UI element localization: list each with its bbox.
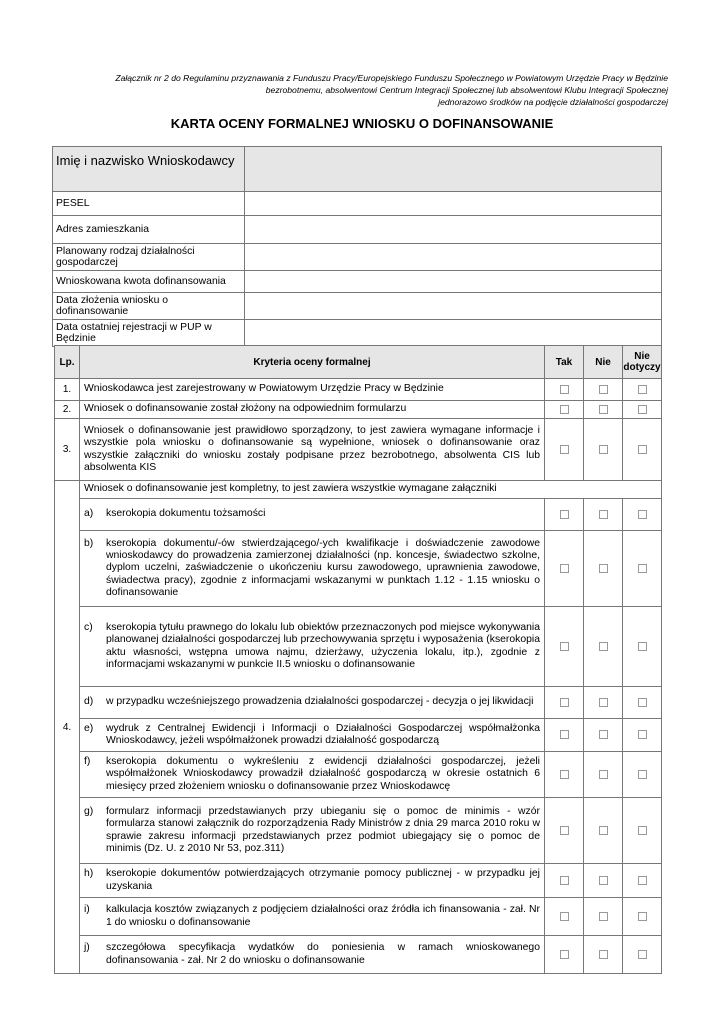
no-checkbox[interactable] [599,912,608,921]
item-text: kserokopia dokumentu/-ów stwierdzającego/-ych kwalifikacje i doświadczenie zawodowe wnioskodawcy do prowadzenia zamierzonej działalności (np. koncesje, świadectwo szkolne, dyplom uczelni, zaświadczenie o ukończeniu kursu zawodowego, uprawnienia zawodowe, świadectwa pracy), zgodnie z informacjami wskazanymi w punktach 1.12 - 1.15 wniosku o dofinansowanie [106,537,540,598]
item-letter: c) [84,622,93,634]
header-na: Nie dotyczy [623,346,662,379]
no-checkbox[interactable] [599,826,608,835]
no-checkbox[interactable] [599,876,608,885]
business-type-label: Planowany rodzaj działalności gospodarczej [53,244,245,271]
header-criteria: Kryteria oceny formalnej [80,346,545,379]
attachment-row [55,864,662,898]
table-row [55,401,662,419]
item-letter: f) [84,756,91,768]
row-number: 4. [55,481,80,974]
item-text: kserokopie dokumentów potwierdzających otrzymanie pomocy publicznej - w przypadku jej uzyskania [106,868,540,892]
applicant-name-label: Imię i nazwisko Wnioskodawcy [53,147,245,192]
table-row [55,419,662,481]
item-letter: g) [84,806,94,818]
yes-checkbox[interactable] [560,826,569,835]
registration-date-field[interactable] [245,320,662,347]
header-line-2: bezrobotnemu, absolwentowi Centrum Integracji Społecznej lub absolwentowi Klubu Integracji Społecznej [265,85,668,95]
item-text: kserokopia dokumentu o wykreśleniu z ewidencji działalności gospodarczej, jeżeli współmałżonek Wnioskodawcy prowadził działalność gospodarczą w okresie ostatnich 6 miesięcy przed złożeniem wniosku o dofinansowanie przez Wnioskodawcę [106,756,540,792]
criterion-text: Wniosek o dofinansowanie został złożony na odpowiednim formularzu [84,403,407,415]
attachment-row [55,607,662,687]
item-text: wydruk z Centralnej Ewidencji i Informacji o Działalności Gospodarczej współmałżonka Wnioskodawcy, jeżeli współmałżonek prowadzi działalność gospodarczą [106,722,540,746]
pesel-field[interactable] [245,192,662,216]
item-text: kalkulacja kosztów związanych z podjęciem działalności oraz źródła ich finansowania - zał. Nr 1 do wniosku o dofinansowanie [106,904,540,928]
applicant-name-field[interactable] [245,147,662,192]
na-checkbox[interactable] [638,445,647,454]
yes-checkbox[interactable] [560,950,569,959]
na-checkbox[interactable] [638,564,647,573]
attachment-row [55,719,662,752]
amount-label: Wnioskowana kwota dofinansowania [53,271,245,293]
attachment-row [55,687,662,719]
yes-checkbox[interactable] [560,912,569,921]
criterion-text: Wniosek o dofinansowanie jest prawidłowo sporządzony, to jest zawiera wymagane informacje i wszystkie pola wniosku o dofinansowanie są wypełnione, wniosek o dofinansowanie oraz wszystkie załączniki do wniosku zostały podpisane przez bezrobotnego, absolwenta CIS lub absolwenta KIS [84,425,540,473]
no-checkbox[interactable] [599,770,608,779]
no-checkbox[interactable] [599,564,608,573]
item-letter: i) [84,904,90,916]
yes-checkbox[interactable] [560,385,569,394]
na-checkbox[interactable] [638,912,647,921]
no-checkbox[interactable] [599,510,608,519]
yes-checkbox[interactable] [560,698,569,707]
amount-field[interactable] [245,271,662,293]
na-checkbox[interactable] [638,950,647,959]
row-number: 3. [55,419,80,481]
registration-date-label: Data ostatniej rejestracji w PUP w Będzinie [53,320,245,347]
yes-checkbox[interactable] [560,564,569,573]
yes-checkbox[interactable] [560,770,569,779]
item-text: w przypadku wcześniejszego prowadzenia działalności gospodarczej - decyzja o jej likwidacji [106,696,534,708]
attachment-row [55,531,662,607]
no-checkbox[interactable] [599,642,608,651]
pesel-label: PESEL [53,192,245,216]
yes-checkbox[interactable] [560,642,569,651]
attachment-row [55,752,662,798]
criterion-text: Wnioskodawca jest zarejestrowany w Powiatowym Urzędzie Pracy w Będzinie [84,383,444,395]
address-field[interactable] [245,216,662,244]
no-checkbox[interactable] [599,405,608,414]
na-checkbox[interactable] [638,770,647,779]
no-checkbox[interactable] [599,385,608,394]
na-checkbox[interactable] [638,698,647,707]
criterion-text: Wniosek o dofinansowanie jest kompletny, to jest zawiera wszystkie wymagane załączniki [84,483,497,495]
no-checkbox[interactable] [599,730,608,739]
no-checkbox[interactable] [599,445,608,454]
item-text: formularz informacji przedstawianych przy ubieganiu się o pomoc de minimis - wzór formularza stanowi załącznik do rozporządzenia Rady Ministrów z dnia 29 marca 2010 roku w sprawie zakresu informacji przedstawianych przez podmiot ubiegający się o pomoc de minimis (Dz. U. z 2010 Nr 53, poz.311) [106,806,540,854]
header-no: Nie [584,346,623,379]
table-row [55,379,662,401]
item-letter: e) [84,722,94,734]
yes-checkbox[interactable] [560,445,569,454]
submission-date-label: Data złożenia wniosku o dofinansowanie [53,293,245,320]
table-row [55,481,662,499]
na-checkbox[interactable] [638,876,647,885]
business-type-field[interactable] [245,244,662,271]
na-checkbox[interactable] [638,826,647,835]
attachment-row [55,898,662,936]
row-number: 2. [55,401,80,419]
row-number: 1. [55,379,80,401]
yes-checkbox[interactable] [560,876,569,885]
attachment-row [55,499,662,531]
criteria-table [54,345,662,974]
attachment-row [55,798,662,864]
item-text: kserokopia dokumentu tożsamości [106,508,266,520]
item-letter: d) [84,696,94,708]
address-label: Adres zamieszkania [53,216,245,244]
yes-checkbox[interactable] [560,730,569,739]
na-checkbox[interactable] [638,510,647,519]
na-checkbox[interactable] [638,730,647,739]
na-checkbox[interactable] [638,385,647,394]
header-yes: Tak [545,346,584,379]
item-letter: a) [84,508,94,520]
item-letter: b) [84,537,94,549]
yes-checkbox[interactable] [560,405,569,414]
applicant-table [52,146,662,347]
yes-checkbox[interactable] [560,510,569,519]
na-checkbox[interactable] [638,642,647,651]
header-line-1: Załącznik nr 2 do Regulaminu przyznawania z Funduszu Pracy/Europejskiego Funduszu Społecznego w Powiatowym Urzędzie Pracy w Będzinie [115,73,668,83]
item-text: szczegółowa specyfikacja wydatków do poniesienia w ramach wnioskowanego dofinansowania - zał. Nr 2 do wniosku o dofinansowanie [106,942,540,966]
page-title: KARTA OCENY FORMALNEJ WNIOSKU O DOFINANSOWANIE [170,116,554,131]
na-checkbox[interactable] [638,405,647,414]
document-header [0,72,668,108]
header-lp: Lp. [55,346,80,379]
item-letter: j) [84,942,90,954]
item-letter: h) [84,868,94,880]
header-line-3: jednorazowo środków na podjęcie działalności gospodarczej [438,97,668,107]
item-text: kserokopia tytułu prawnego do lokalu lub obiektów przeznaczonych pod miejsce wykonywania planowanej działalności gospodarczej lub przechowywania sprzętu i wyposażenia (kserokopia aktu własności, wstępna umowa najmu, dzierżawy, użyczenia lokalu, itp.), zgodnie z informacjami wskazanymi w punkcie II.5 wniosku o dofinansowanie [106,622,540,670]
attachment-row [55,936,662,974]
no-checkbox[interactable] [599,950,608,959]
submission-date-field[interactable] [245,293,662,320]
no-checkbox[interactable] [599,698,608,707]
